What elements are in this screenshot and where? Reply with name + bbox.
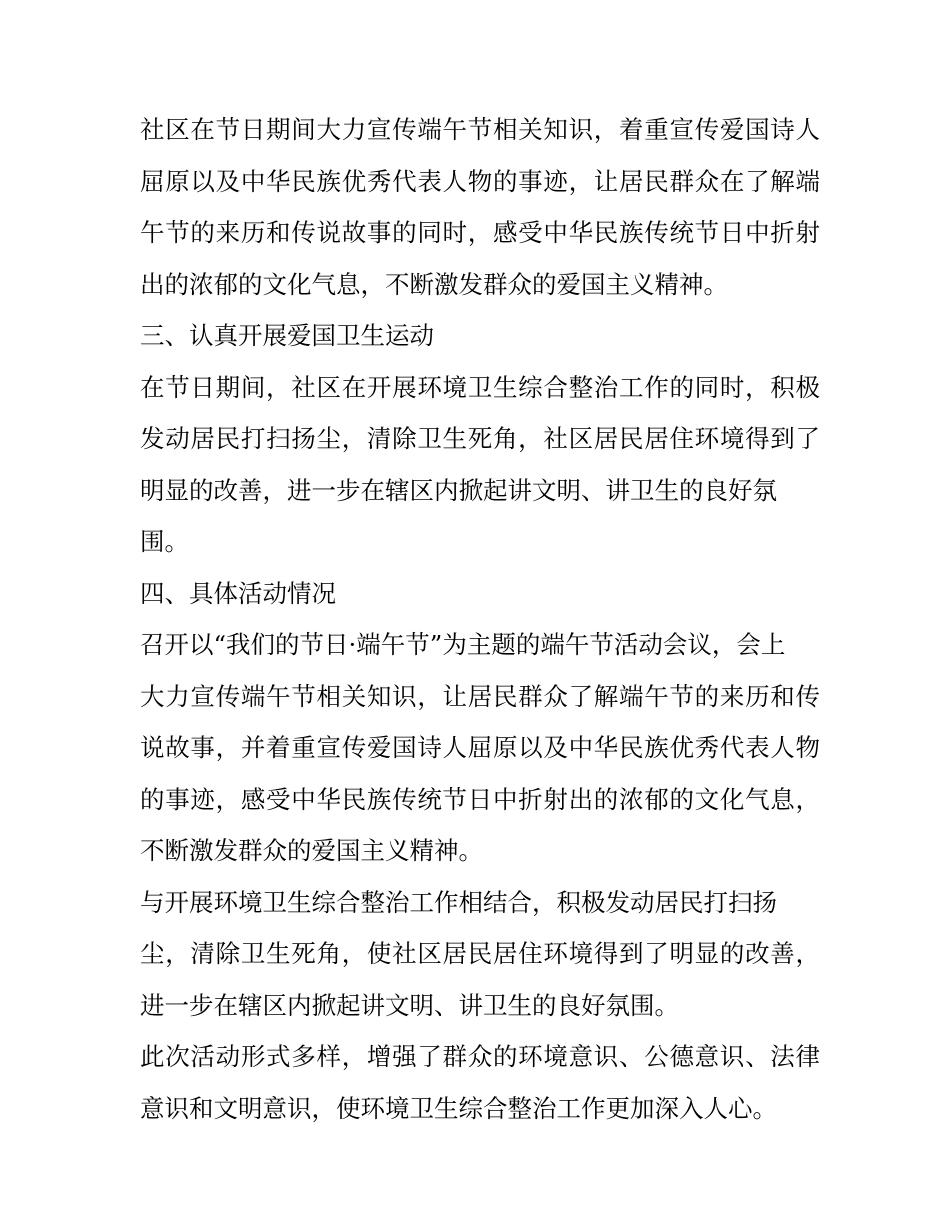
text-line: 发动居民打扫扬尘，清除卫生死角，社区居民居住环境得到了 (140, 424, 820, 453)
text-line: 说故事，并着重宣传爱国诗人屈原以及中华民族优秀代表人物 (140, 733, 820, 762)
paragraph-environment-work (140, 877, 820, 1032)
paragraph-activity-summary (140, 1031, 820, 1134)
section-heading-3: 三、认真开展爱国卫生运动 (140, 321, 434, 350)
text-line: 不断激发群众的爱国主义精神。 (140, 836, 483, 865)
text-line: 意识和文明意识，使环境卫生综合整治工作更加深入人心。 (140, 1093, 777, 1123)
text-line: 与开展环境卫生综合整治工作相结合，积极发动居民打扫扬 (140, 887, 777, 917)
text-line: 的事迹，感受中华民族传统节日中折射出的浓郁的文化气息， (140, 784, 820, 814)
section-heading-4: 四、具体活动情况 (140, 578, 336, 608)
text-line: 大力宣传端午节相关知识，让居民群众了解端午节的来历和传 (140, 681, 820, 711)
text-line: 围。 (140, 527, 189, 556)
text-line: 社区在节日期间大力宣传端午节相关知识，着重宣传爱国诗人 (140, 115, 820, 144)
paragraph-hygiene-campaign (140, 362, 820, 568)
text-line: 此次活动形式多样，增强了群众的环境意识、公德意识、法律 (140, 1042, 820, 1071)
paragraph-meeting (140, 619, 820, 877)
document-body (140, 104, 820, 1134)
text-line: 出的浓郁的文化气息，不断激发群众的爱国主义精神。 (140, 269, 728, 299)
text-line: 尘，清除卫生死角，使社区居民居住环境得到了明显的改善， (140, 939, 820, 968)
text-line: 明显的改善，进一步在辖区内掀起讲文明、讲卫生的良好氛 (140, 475, 777, 505)
text-line: 午节的来历和传说故事的同时，感受中华民族传统节日中折射 (140, 218, 820, 247)
text-line: 召开以“我们的节日·端午节”为主题的端午节活动会议，会上 (140, 630, 786, 659)
paragraph-festival-promotion (140, 104, 820, 310)
text-line: 进一步在辖区内掀起讲文明、讲卫生的良好氛围。 (140, 990, 679, 1020)
text-line: 屈原以及中华民族优秀代表人物的事迹，让居民群众在了解端 (140, 166, 820, 196)
text-line: 在节日期间，社区在开展环境卫生综合整治工作的同时，积极 (140, 372, 820, 402)
